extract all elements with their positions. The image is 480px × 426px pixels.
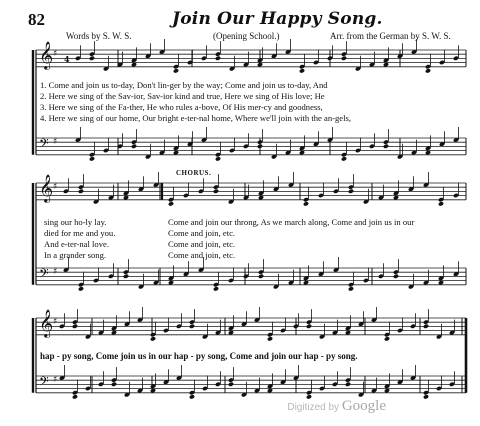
treble-clef-icon: 𝄞 — [39, 309, 54, 337]
verse-ending-3: And e-ter-nal love. — [44, 239, 109, 249]
note-head — [123, 274, 129, 279]
note-head — [78, 189, 84, 194]
note-head — [215, 156, 221, 161]
chorus-line-3: Come and join, etc. — [168, 239, 236, 249]
watermark-prefix: Digitized by — [287, 402, 340, 413]
bass-clef-icon: 𝄢 — [39, 266, 49, 284]
note-head — [423, 324, 429, 329]
verse-ending-1: sing our ho-ly lay. — [44, 217, 107, 227]
treble-clef-icon: 𝄞 — [39, 41, 54, 69]
page-number: 82 — [28, 10, 45, 29]
note-head — [393, 274, 399, 279]
chorus-line-4: Come and join, etc. — [168, 250, 236, 260]
note-head — [267, 336, 273, 341]
note-head — [215, 56, 221, 61]
bass-clef-icon: 𝄢 — [39, 136, 49, 154]
chorus-line-2: Come and join, etc. — [168, 228, 236, 238]
sharp-icon: ♯ — [53, 317, 58, 327]
watermark — [287, 398, 386, 415]
note-head — [303, 201, 309, 206]
note-head — [306, 324, 312, 329]
verse-line-4: 4. Here we sing of our home, Our bright e-ter-nal home, Where we'll join with the an-gels, — [40, 113, 351, 123]
sharp-icon: ♯ — [53, 182, 58, 192]
sharp-icon: ♯ — [53, 137, 58, 147]
note-head — [89, 156, 95, 161]
note-head — [438, 201, 444, 206]
note-head — [341, 56, 347, 61]
note-head — [341, 156, 347, 161]
verse-line-3: 3. Here we sing of the Fa-ther, He who rules a-bove, Of His mer-cy and goodness, — [40, 102, 323, 112]
note-head — [213, 189, 219, 194]
note-head — [72, 324, 78, 329]
verse-line-1: 1. Come and join us to-day, Don't lin-ger by the way; Come and join us to-day, And — [40, 80, 328, 90]
note-head — [348, 286, 354, 291]
words-credit: Words by S. W. S. — [66, 31, 132, 41]
note-head — [78, 286, 84, 291]
sharp-icon: ♯ — [53, 267, 58, 277]
sharp-icon: ♯ — [53, 49, 58, 59]
chorus-line-1: Come and join our throng, As we march along, Come and join us in our — [168, 217, 415, 227]
verse-ending-4: In a grander song. — [44, 250, 107, 260]
note-head — [425, 68, 431, 73]
note-head — [111, 382, 117, 387]
note-head — [168, 201, 174, 206]
note-head — [257, 144, 263, 149]
note-head — [423, 394, 429, 399]
hymn-title: Join Our Happy Song. — [172, 9, 383, 29]
note-head — [72, 394, 78, 399]
note-head — [189, 324, 195, 329]
note-head — [258, 274, 264, 279]
note-head — [89, 56, 95, 61]
note-head — [383, 144, 389, 149]
note-head — [299, 68, 305, 73]
arrangement-credit: Arr. from the German by S. W. S. — [330, 31, 451, 41]
chorus-label: CHORUS. — [176, 169, 212, 177]
treble-clef-icon: 𝄞 — [39, 174, 54, 202]
verse-ending-2: died for me and you. — [44, 228, 116, 238]
note-head — [131, 144, 137, 149]
note-head — [150, 336, 156, 341]
note-head — [173, 68, 179, 73]
note-head — [348, 189, 354, 194]
watermark-brand: Google — [341, 398, 386, 414]
occasion-note: (Opening School.) — [213, 31, 280, 41]
note-head — [384, 336, 390, 341]
final-lyric-line: hap - py song, Come join us in our hap - py song, Come and join our hap - py song. — [40, 351, 358, 361]
sharp-icon: ♯ — [53, 375, 58, 385]
verse-line-2: 2. Here we sing of the Sav-ior, Sav-ior kind and true, Here we sing of His love; He — [40, 91, 325, 101]
bass-clef-icon: 𝄢 — [39, 374, 49, 392]
note-head — [345, 382, 351, 387]
note-head — [228, 382, 234, 387]
time-signature: 4 — [64, 54, 70, 64]
note-head — [189, 394, 195, 399]
note-head — [213, 286, 219, 291]
